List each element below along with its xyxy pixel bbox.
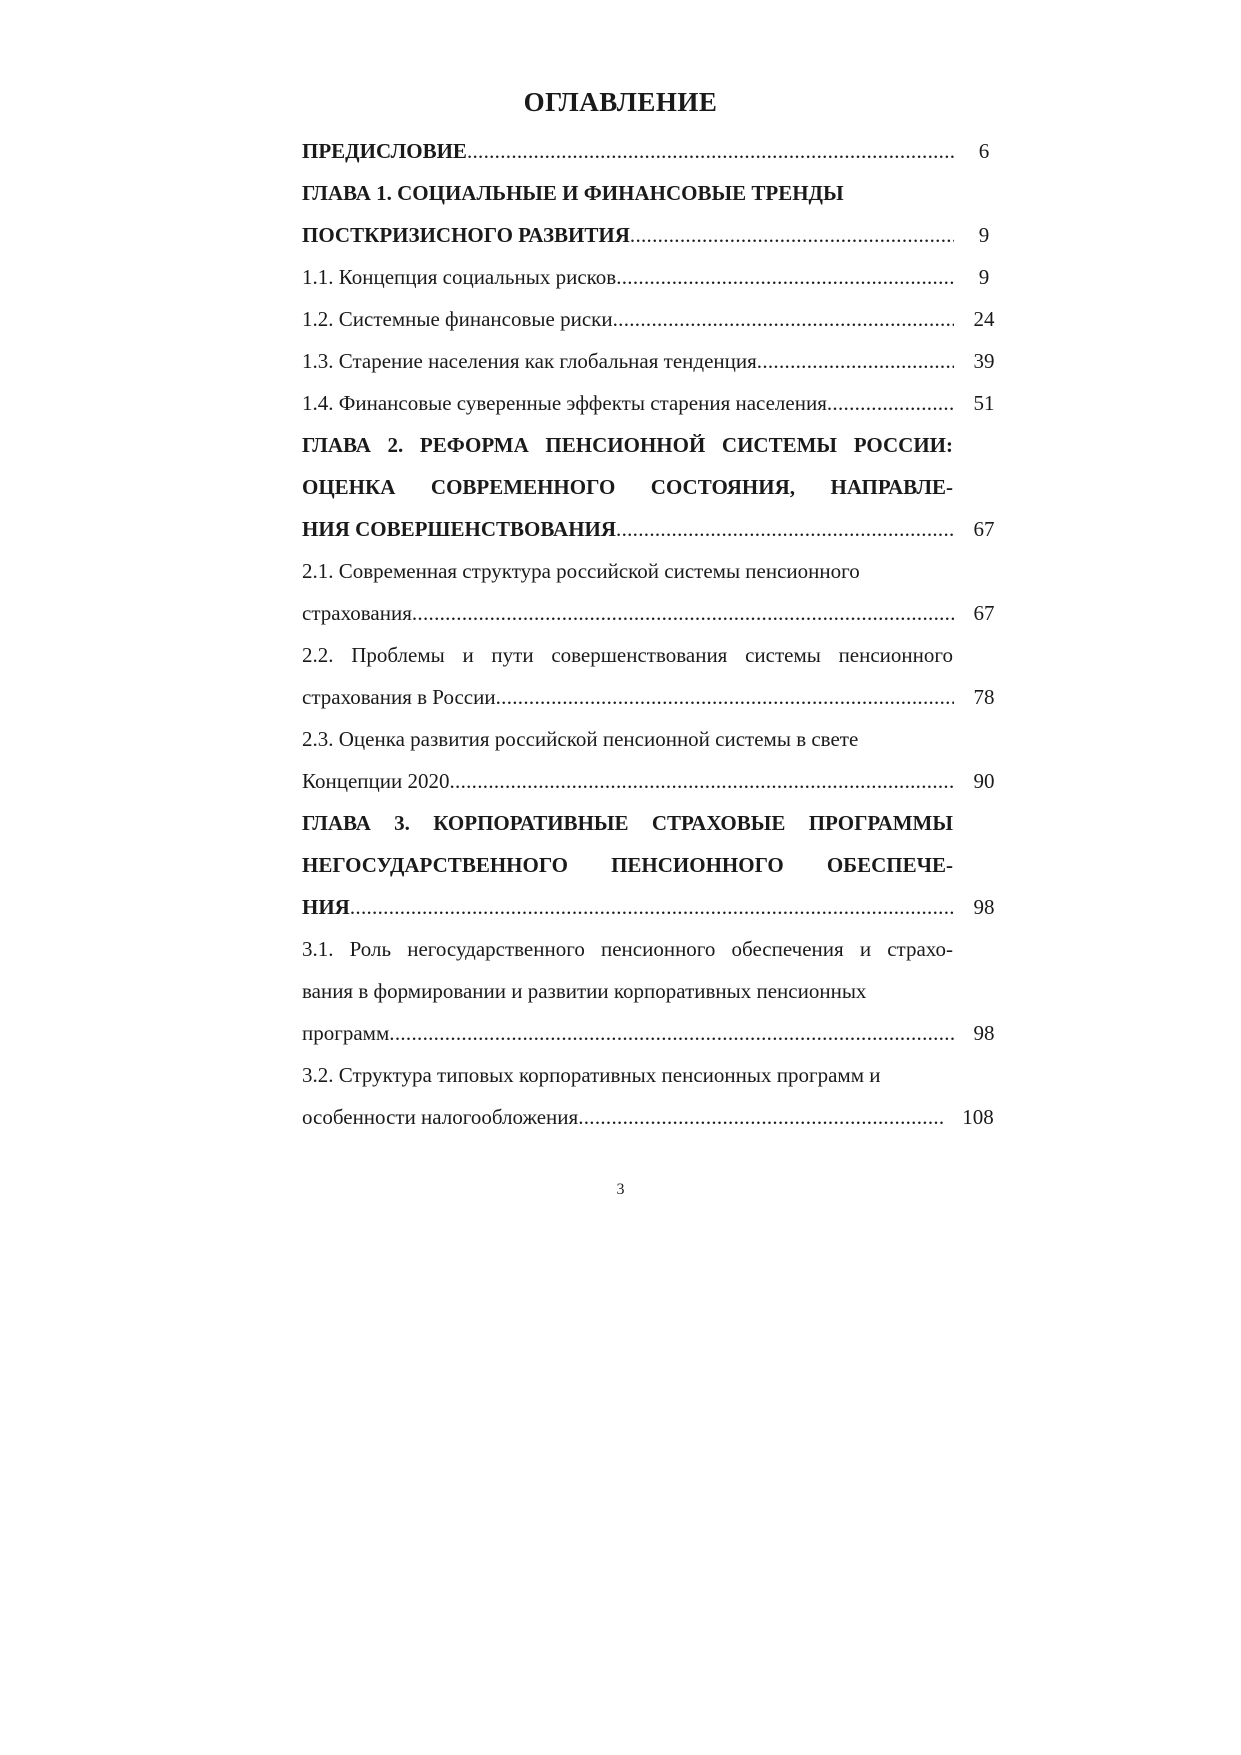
toc-entry-chapter-1-line-1[interactable] (302, 172, 1004, 214)
dot-leader (350, 886, 954, 928)
toc-entry-chapter-3-line-1[interactable] (302, 802, 1004, 844)
toc-entry-text: ГЛАВА 2. РЕФОРМА ПЕНСИОННОЙ СИСТЕМЫ РОССИИ: (302, 433, 953, 457)
toc-page-number: 90 (973, 769, 995, 793)
dot-leader (827, 382, 954, 424)
toc-entry-text: ОЦЕНКА СОВРЕМЕННОГО СОСТОЯНИЯ, НАПРАВЛЕ- (302, 475, 953, 499)
toc-entry-text: НИЯ СОВЕРШЕНСТВОВАНИЯ (302, 517, 617, 541)
toc-entry-text: ПОСТКРИЗИСНОГО РАЗВИТИЯ (302, 223, 630, 247)
toc-entry-section-2-1-line-2[interactable] (302, 592, 1004, 634)
dot-leader (613, 298, 954, 340)
toc-entry-text: 3.2. Структура типовых корпоративных пенсионных программ и (302, 1063, 881, 1087)
toc-entry-chapter-2-line-2[interactable] (302, 466, 1004, 508)
dot-leader (616, 256, 954, 298)
dot-leader (412, 592, 954, 634)
toc-entry-preface[interactable] (302, 130, 1004, 172)
toc-page-number: 67 (973, 517, 995, 541)
toc-page-number: 9 (978, 265, 990, 289)
toc-entry-chapter-2-line-1[interactable] (302, 424, 1004, 466)
toc-entry-section-2-2-line-1[interactable] (302, 634, 1004, 676)
toc-entry-chapter-3-line-2[interactable] (302, 844, 1004, 886)
toc-entry-text: 1.1. Концепция социальных рисков (302, 265, 617, 289)
toc-entry-section-3-2-line-2[interactable] (302, 1096, 1004, 1138)
toc-entry-text: 2.1. Современная структура российской системы пенсионного (302, 559, 860, 583)
toc-entry-text: 2.2. Проблемы и пути совершенствования системы пенсионного (302, 643, 953, 667)
toc-entry-section-3-1-line-2[interactable] (302, 970, 1004, 1012)
toc-entry-text: особенности налогообложения (302, 1105, 579, 1129)
toc-entry-section-3-1-line-1[interactable] (302, 928, 1004, 970)
toc-entry-section-1-3[interactable] (302, 340, 1004, 382)
page-number: 3 (616, 1181, 625, 1198)
toc-entry-section-2-3-line-1[interactable] (302, 718, 1004, 760)
toc-entry-text: ГЛАВА 1. СОЦИАЛЬНЫЕ И ФИНАНСОВЫЕ ТРЕНДЫ (302, 181, 844, 205)
toc-entry-text: 1.3. Старение населения как глобальная тенденция (302, 349, 757, 373)
toc-entry-chapter-1-line-2[interactable] (302, 214, 1004, 256)
toc-entry-text: 3.1. Роль негосударственного пенсионного обеспечения и страхо- (302, 937, 953, 961)
toc-entry-section-1-2[interactable] (302, 298, 1004, 340)
toc-entry-text: 2.3. Оценка развития российской пенсионной системы в свете (302, 727, 859, 751)
toc-page-number: 6 (978, 139, 990, 163)
toc-entry-text: страхования (302, 601, 412, 625)
toc-entry-chapter-3-line-3[interactable] (302, 886, 1004, 928)
toc-entry-section-2-1-line-1[interactable] (302, 550, 1004, 592)
dot-leader (389, 1012, 954, 1054)
toc-page-number: 51 (973, 391, 995, 415)
toc-entry-section-1-1[interactable] (302, 256, 1004, 298)
toc-entry-text: страхования в России (302, 685, 496, 709)
toc-entry-text: НЕГОСУДАРСТВЕННОГО ПЕНСИОННОГО ОБЕСПЕЧЕ- (302, 853, 953, 877)
toc-entry-section-2-2-line-2[interactable] (302, 676, 1004, 718)
dot-leader (630, 214, 954, 256)
dot-leader (467, 130, 954, 172)
toc-page-number: 9 (978, 223, 990, 247)
toc-entry-text: 1.2. Системные финансовые риски (302, 307, 613, 331)
toc-entry-section-1-4[interactable] (302, 382, 1004, 424)
toc-page-number: 24 (973, 307, 995, 331)
toc-entry-section-3-2-line-1[interactable] (302, 1054, 1004, 1096)
dot-leader (496, 676, 954, 718)
table-of-contents (302, 130, 1004, 1138)
toc-entry-section-3-1-line-3[interactable] (302, 1012, 1004, 1054)
toc-entry-text: ГЛАВА 3. КОРПОРАТИВНЫЕ СТРАХОВЫЕ ПРОГРАММЫ (302, 811, 953, 835)
dot-leader (449, 760, 954, 802)
dot-leader (616, 508, 954, 550)
toc-page-number: 98 (973, 895, 995, 919)
toc-entry-section-2-3-line-2[interactable] (302, 760, 1004, 802)
toc-entry-text: вания в формировании и развитии корпоративных пенсионных (302, 979, 867, 1003)
dot-leader (757, 340, 954, 382)
page-title: ОГЛАВЛЕНИЕ (523, 87, 718, 117)
toc-entry-text: программ (302, 1021, 390, 1045)
dot-leader (578, 1096, 944, 1138)
toc-entry-text: ПРЕДИСЛОВИЕ (302, 139, 467, 163)
toc-entry-text: 1.4. Финансовые суверенные эффекты старения населения (302, 391, 827, 415)
toc-page-number: 98 (973, 1021, 995, 1045)
toc-entry-text: Концепции 2020 (302, 769, 450, 793)
toc-page-number: 78 (973, 685, 995, 709)
toc-page-number: 67 (973, 601, 995, 625)
toc-entry-chapter-2-line-3[interactable] (302, 508, 1004, 550)
toc-entry-text: НИЯ (302, 895, 350, 919)
toc-page-number: 39 (973, 349, 995, 373)
toc-page-number: 108 (962, 1105, 994, 1129)
